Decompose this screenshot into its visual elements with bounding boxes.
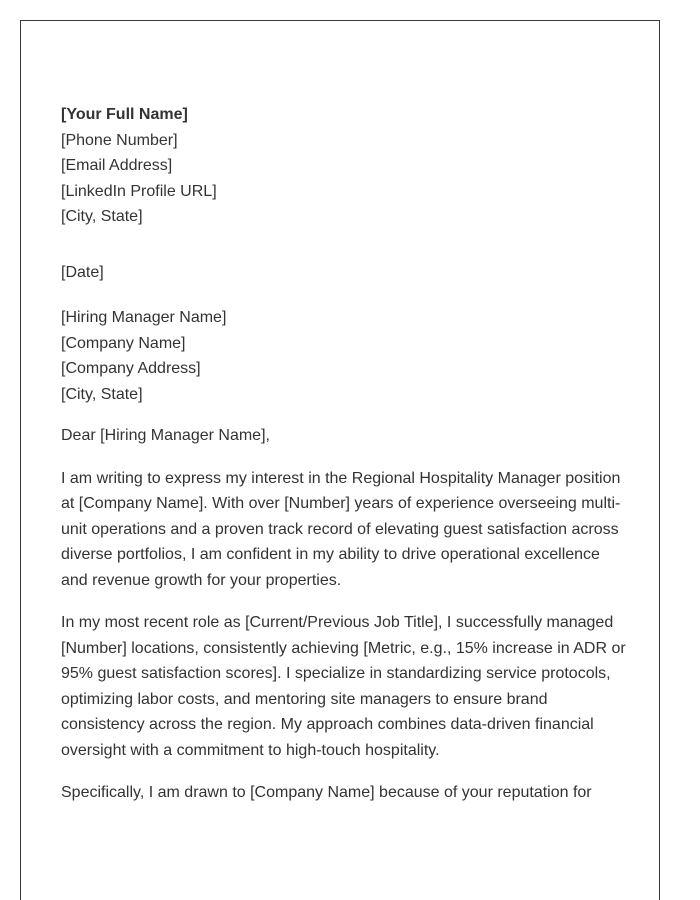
recipient-company: [Company Name] (61, 334, 186, 352)
body-paragraph: Specifically, I am drawn to [Company Name] because of your reputation for (61, 784, 592, 801)
letter-content (61, 102, 626, 806)
salutation: Dear [Hiring Manager Name], (61, 427, 270, 444)
sender-city-state: [City, State] (61, 208, 143, 225)
body-paragraph: I am writing to express my interest in the Regional Hospitality Manager position at [Company Name]. With over [Number] years of experience overseeing multi-unit operations and a proven track record of elevating guest satisfaction across diverse portfolios, I am confident in my ability to drive operational excellence and revenue growth for your properties. (61, 469, 621, 589)
body-paragraph: In my most recent role as [Current/Previous Job Title], I successfully managed [Number] locations, consistently achieving [Metric, e.g., 15% increase in ADR or 95% guest satisfaction scores]. I specialize in standardizing service protocols, optimizing labor costs, and mentoring site managers to ensure brand consistency across the region. My approach combines data-driven financial oversight with a commitment to high-touch hospitality. (61, 614, 626, 759)
letter-date: [Date] (61, 263, 104, 281)
sender-email: [Email Address] (61, 157, 173, 174)
recipient-city-state: [City, State] (61, 385, 143, 403)
letter-page (20, 20, 660, 900)
sender-block (61, 102, 626, 230)
sender-name: [Your Full Name] (61, 106, 188, 123)
recipient-manager: [Hiring Manager Name] (61, 309, 227, 326)
recipient-block (61, 305, 626, 407)
sender-linkedin: [LinkedIn Profile URL] (61, 182, 217, 200)
sender-phone: [Phone Number] (61, 131, 178, 149)
recipient-address: [Company Address] (61, 360, 201, 377)
